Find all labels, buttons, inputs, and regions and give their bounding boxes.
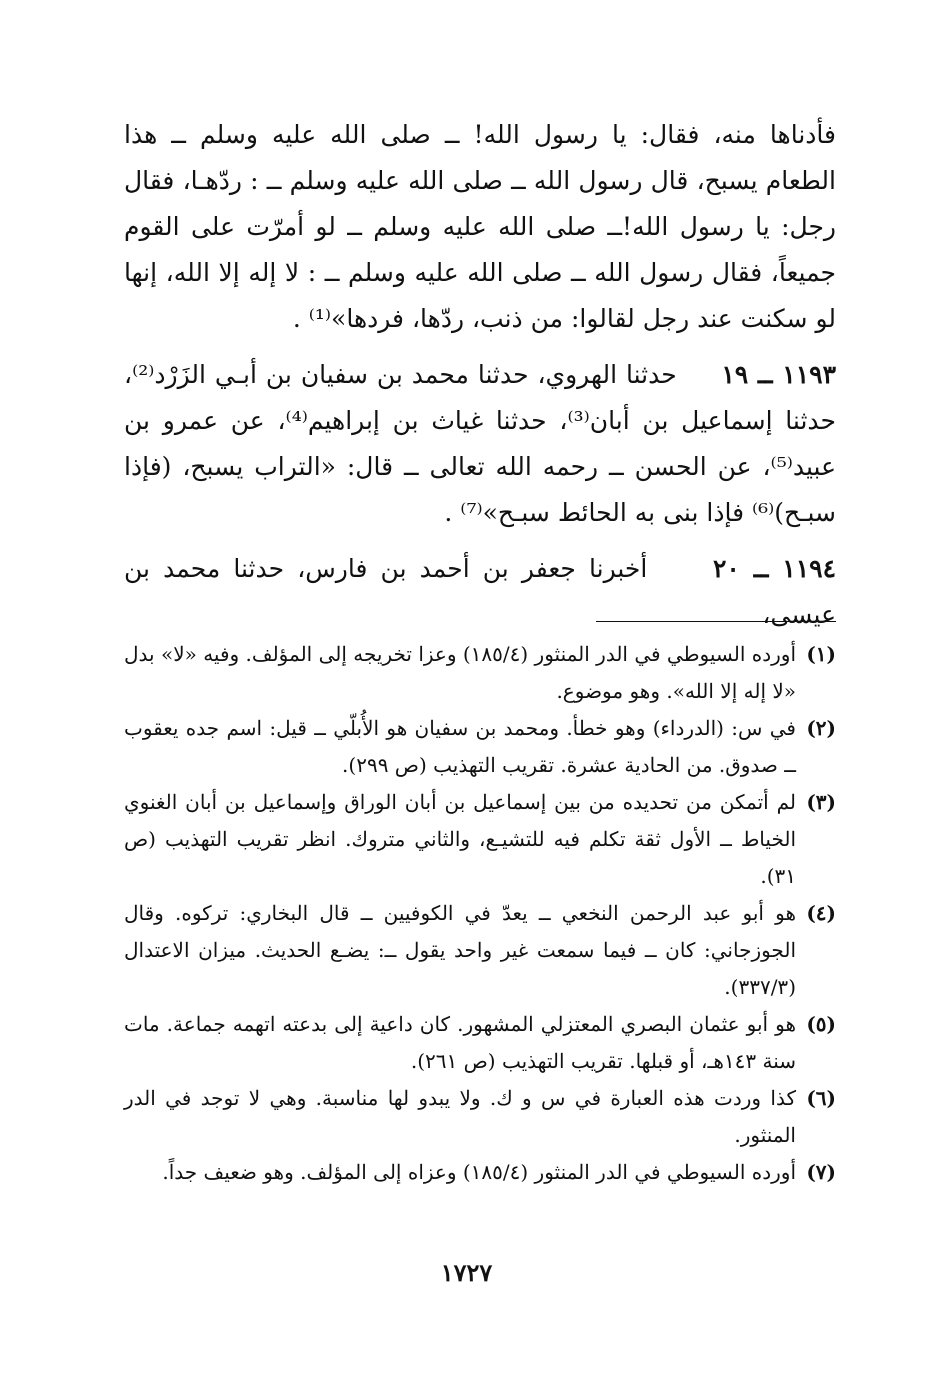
hadith-number: ١١٩٣ ــ ١٩ [721,360,836,389]
footnote-text: في س: (الدرداء) وهو خطأ. ومحمد بن سفيان هو الأُبلّي ــ قيل: اسم جده يعقوب ــ صدوق. من الحادية عشرة. تقريب التهذيب (ص ٢٩٩). [124,716,796,777]
footnote-4 [124,895,836,1006]
footnote-text: أورده السيوطي في الدر المنثور (١٨٥/٤) وعزاه إلى المؤلف. وهو ضعيف جداً. [162,1160,796,1184]
footnote-1 [124,636,836,710]
hadith-number: ١١٩٤ ــ ٢٠ [713,554,837,583]
page-number: ١٧٢٧ [440,1258,493,1287]
paragraph-continuation [124,112,836,342]
footnote-6 [124,1080,836,1154]
hadith-1193 [124,352,836,536]
hadith-1194 [124,546,836,638]
footnotes [124,636,836,1191]
footnote-number: (٦) [806,1086,836,1110]
footnote-number: (٣) [806,790,836,814]
hadith-text: أخبرنا جعفر بن أحمد بن فارس، حدثنا محمد بن عيسى، [124,554,836,629]
footnote-text: هو أبو عثمان البصري المعتزلي المشهور. كان داعية إلى بدعته اتهمه جماعة. مات سنة ١٤٣هـ، أو قبلها. تقريب التهذيب (ص ٢٦١). [124,1012,796,1073]
footnote-separator [596,621,836,622]
footnote-number: (٤) [806,901,836,925]
footnote-number: (٥) [806,1012,836,1036]
footnote-text: هو أبو عبد الرحمن النخعي ــ يعدّ في الكوفيين ــ قال البخاري: تركوه. وقال الجوزجاني: كان ــ فيما سمعت غير واحد يقول ــ: يضـع الحديث. ميزان الاعتدال (٣٣٧/٣). [124,901,796,999]
footnote-3 [124,784,836,895]
footnote-text: أورده السيوطي في الدر المنثور (١٨٥/٤) وعزا تخريجه إلى المؤلف. وفيه «لا» بدل «لا إله إلا الله». وهو موضوع. [124,642,796,703]
hadith-text: حدثنا الهروي، حدثنا محمد بن سفيان بن أبـي الزَرْد⁽²⁾، حدثنا إسماعيل بن أبان⁽³⁾، حدثنا غياث بن إبراهيم⁽⁴⁾، عن عمرو بن عبيد⁽⁵⁾، عن الحسن ــ رحمه الله تعالى ــ قال: «التراب يسبح، (فإذا سبـح)⁽⁶⁾ فإذا بنى به الحائط سبـح»⁽⁷⁾ . [124,360,836,527]
footnote-7 [124,1154,836,1191]
footnote-number: (٧) [806,1160,836,1184]
footnote-text: كذا وردت هذه العبارة في س و ك. ولا يبدو لها مناسبة. وهي لا توجد في الدر المنثور. [124,1086,796,1147]
footnote-text: لم أتمكن من تحديده من بين إسماعيل بن أبان الوراق وإسماعيل بن أبان الغنوي الخياط ــ الأول ثقة تكلم فيه للتشيـع، والثاني متروك. انظر تقريب التهذيب (ص ٣١). [124,790,796,888]
footnote-5 [124,1006,836,1080]
footnote-number: (٢) [806,716,836,740]
footnote-2 [124,710,836,784]
footnote-number: (١) [806,642,836,666]
main-text [124,112,836,648]
paragraph-text: فأدناها منه، فقال: يا رسول الله! ــ صلى الله عليه وسلم ــ هذا الطعام يسبح، قال رسول الله ــ صلى الله عليه وسلم ــ : ردّهـا، فقال رجل: يا رسول الله!ــ صلى الله عليه وسلم ــ لو أمرّت على القوم جميعاً، فقال رسول الله ــ صلى الله عليه وسلم ــ : لا إله إلا الله، إنها لو سكنت عند رجل لقالوا: من ذنب، ردّها، فردها»⁽¹⁾ . [124,120,836,333]
